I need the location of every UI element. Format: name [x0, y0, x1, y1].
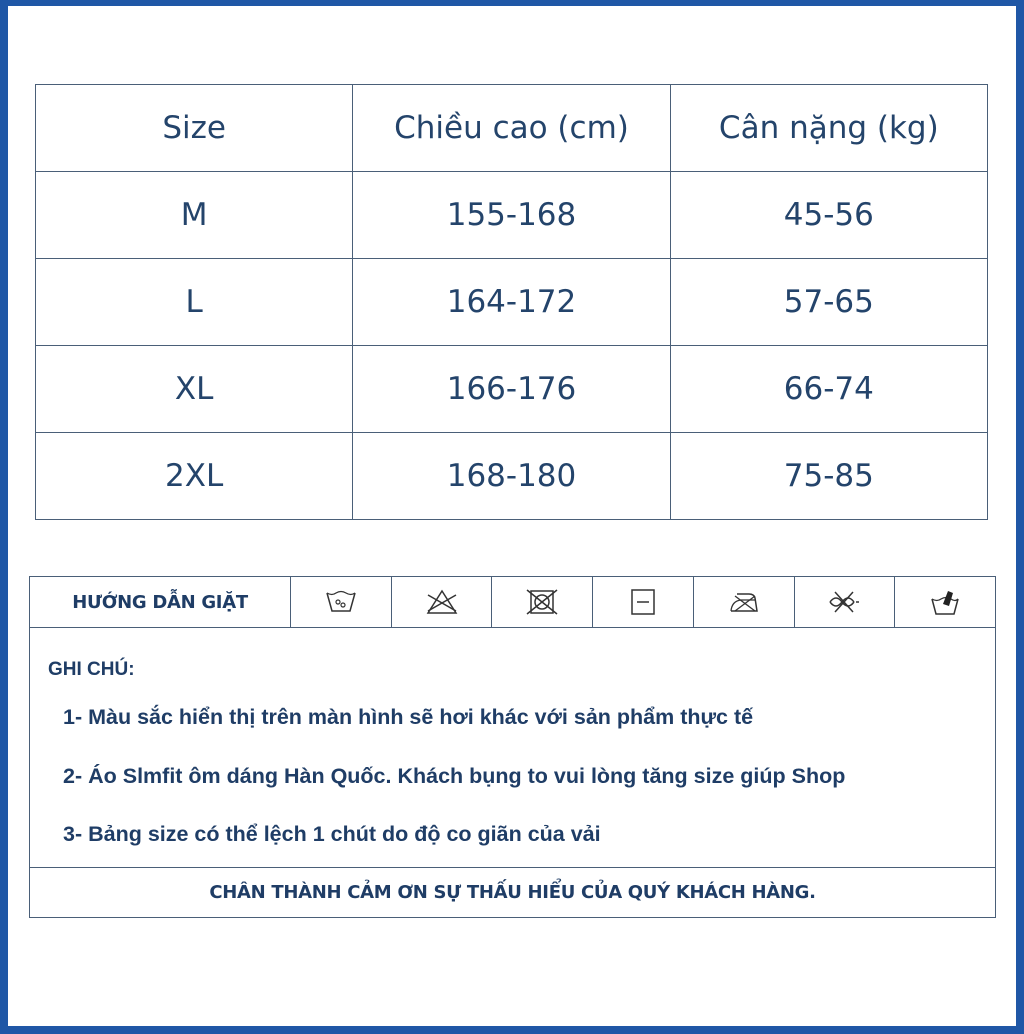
care-icons-row — [30, 577, 995, 628]
cell-height: 164-172 — [353, 259, 670, 346]
cell-size: 2XL — [36, 433, 353, 520]
cell-weight: 66-74 — [670, 346, 987, 433]
do-not-bleach-icon — [425, 587, 459, 617]
header-height: Chiều cao (cm) — [353, 85, 670, 172]
size-chart-table — [35, 84, 988, 520]
header-size: Size — [36, 85, 353, 172]
thank-you-message: CHÂN THÀNH CẢM ƠN SỰ THẤU HIỂU CỦA QUÝ KHÁCH HÀNG. — [209, 882, 816, 903]
cell-size: XL — [36, 346, 353, 433]
cell-height: 166-176 — [353, 346, 670, 433]
icon-cell — [694, 577, 795, 627]
cell-size: M — [36, 172, 353, 259]
hand-wash-icon — [928, 587, 962, 617]
cell-weight: 45-56 — [670, 172, 987, 259]
iron-low-icon — [727, 587, 761, 617]
note-item: 1- Màu sắc hiển thị trên màn hình sẽ hơi khác với sản phẩm thực tế — [63, 705, 754, 729]
cell-height: 155-168 — [353, 172, 670, 259]
do-not-wring-icon — [827, 587, 861, 617]
icon-cell — [593, 577, 694, 627]
cell-size: L — [36, 259, 353, 346]
notes-title: GHI CHÚ: — [48, 659, 135, 680]
header-weight: Cân nặng (kg) — [670, 85, 987, 172]
care-title: HƯỚNG DẪN GIẶT — [30, 577, 291, 627]
cell-weight: 75-85 — [670, 433, 987, 520]
icon-cell — [291, 577, 392, 627]
notes-section — [30, 628, 995, 868]
note-item: 2- Áo Slmfit ôm dáng Hàn Quốc. Khách bụng to vui lòng tăng size giúp Shop — [63, 764, 846, 788]
icon-cell — [392, 577, 493, 627]
icon-cell — [795, 577, 896, 627]
table-row — [36, 259, 988, 346]
table-row — [36, 433, 988, 520]
wash-30-icon — [324, 587, 358, 617]
icon-cell — [895, 577, 995, 627]
note-item: 3- Bảng size có thể lệch 1 chút do độ co giãn của vải — [63, 822, 601, 846]
cell-weight: 57-65 — [670, 259, 987, 346]
care-instructions-box — [29, 576, 996, 918]
cell-height: 168-180 — [353, 433, 670, 520]
table-row — [36, 346, 988, 433]
table-row — [36, 172, 988, 259]
dry-flat-icon — [626, 587, 660, 617]
table-header-row — [36, 85, 988, 172]
icon-cell — [492, 577, 593, 627]
do-not-tumble-dry-icon — [525, 587, 559, 617]
